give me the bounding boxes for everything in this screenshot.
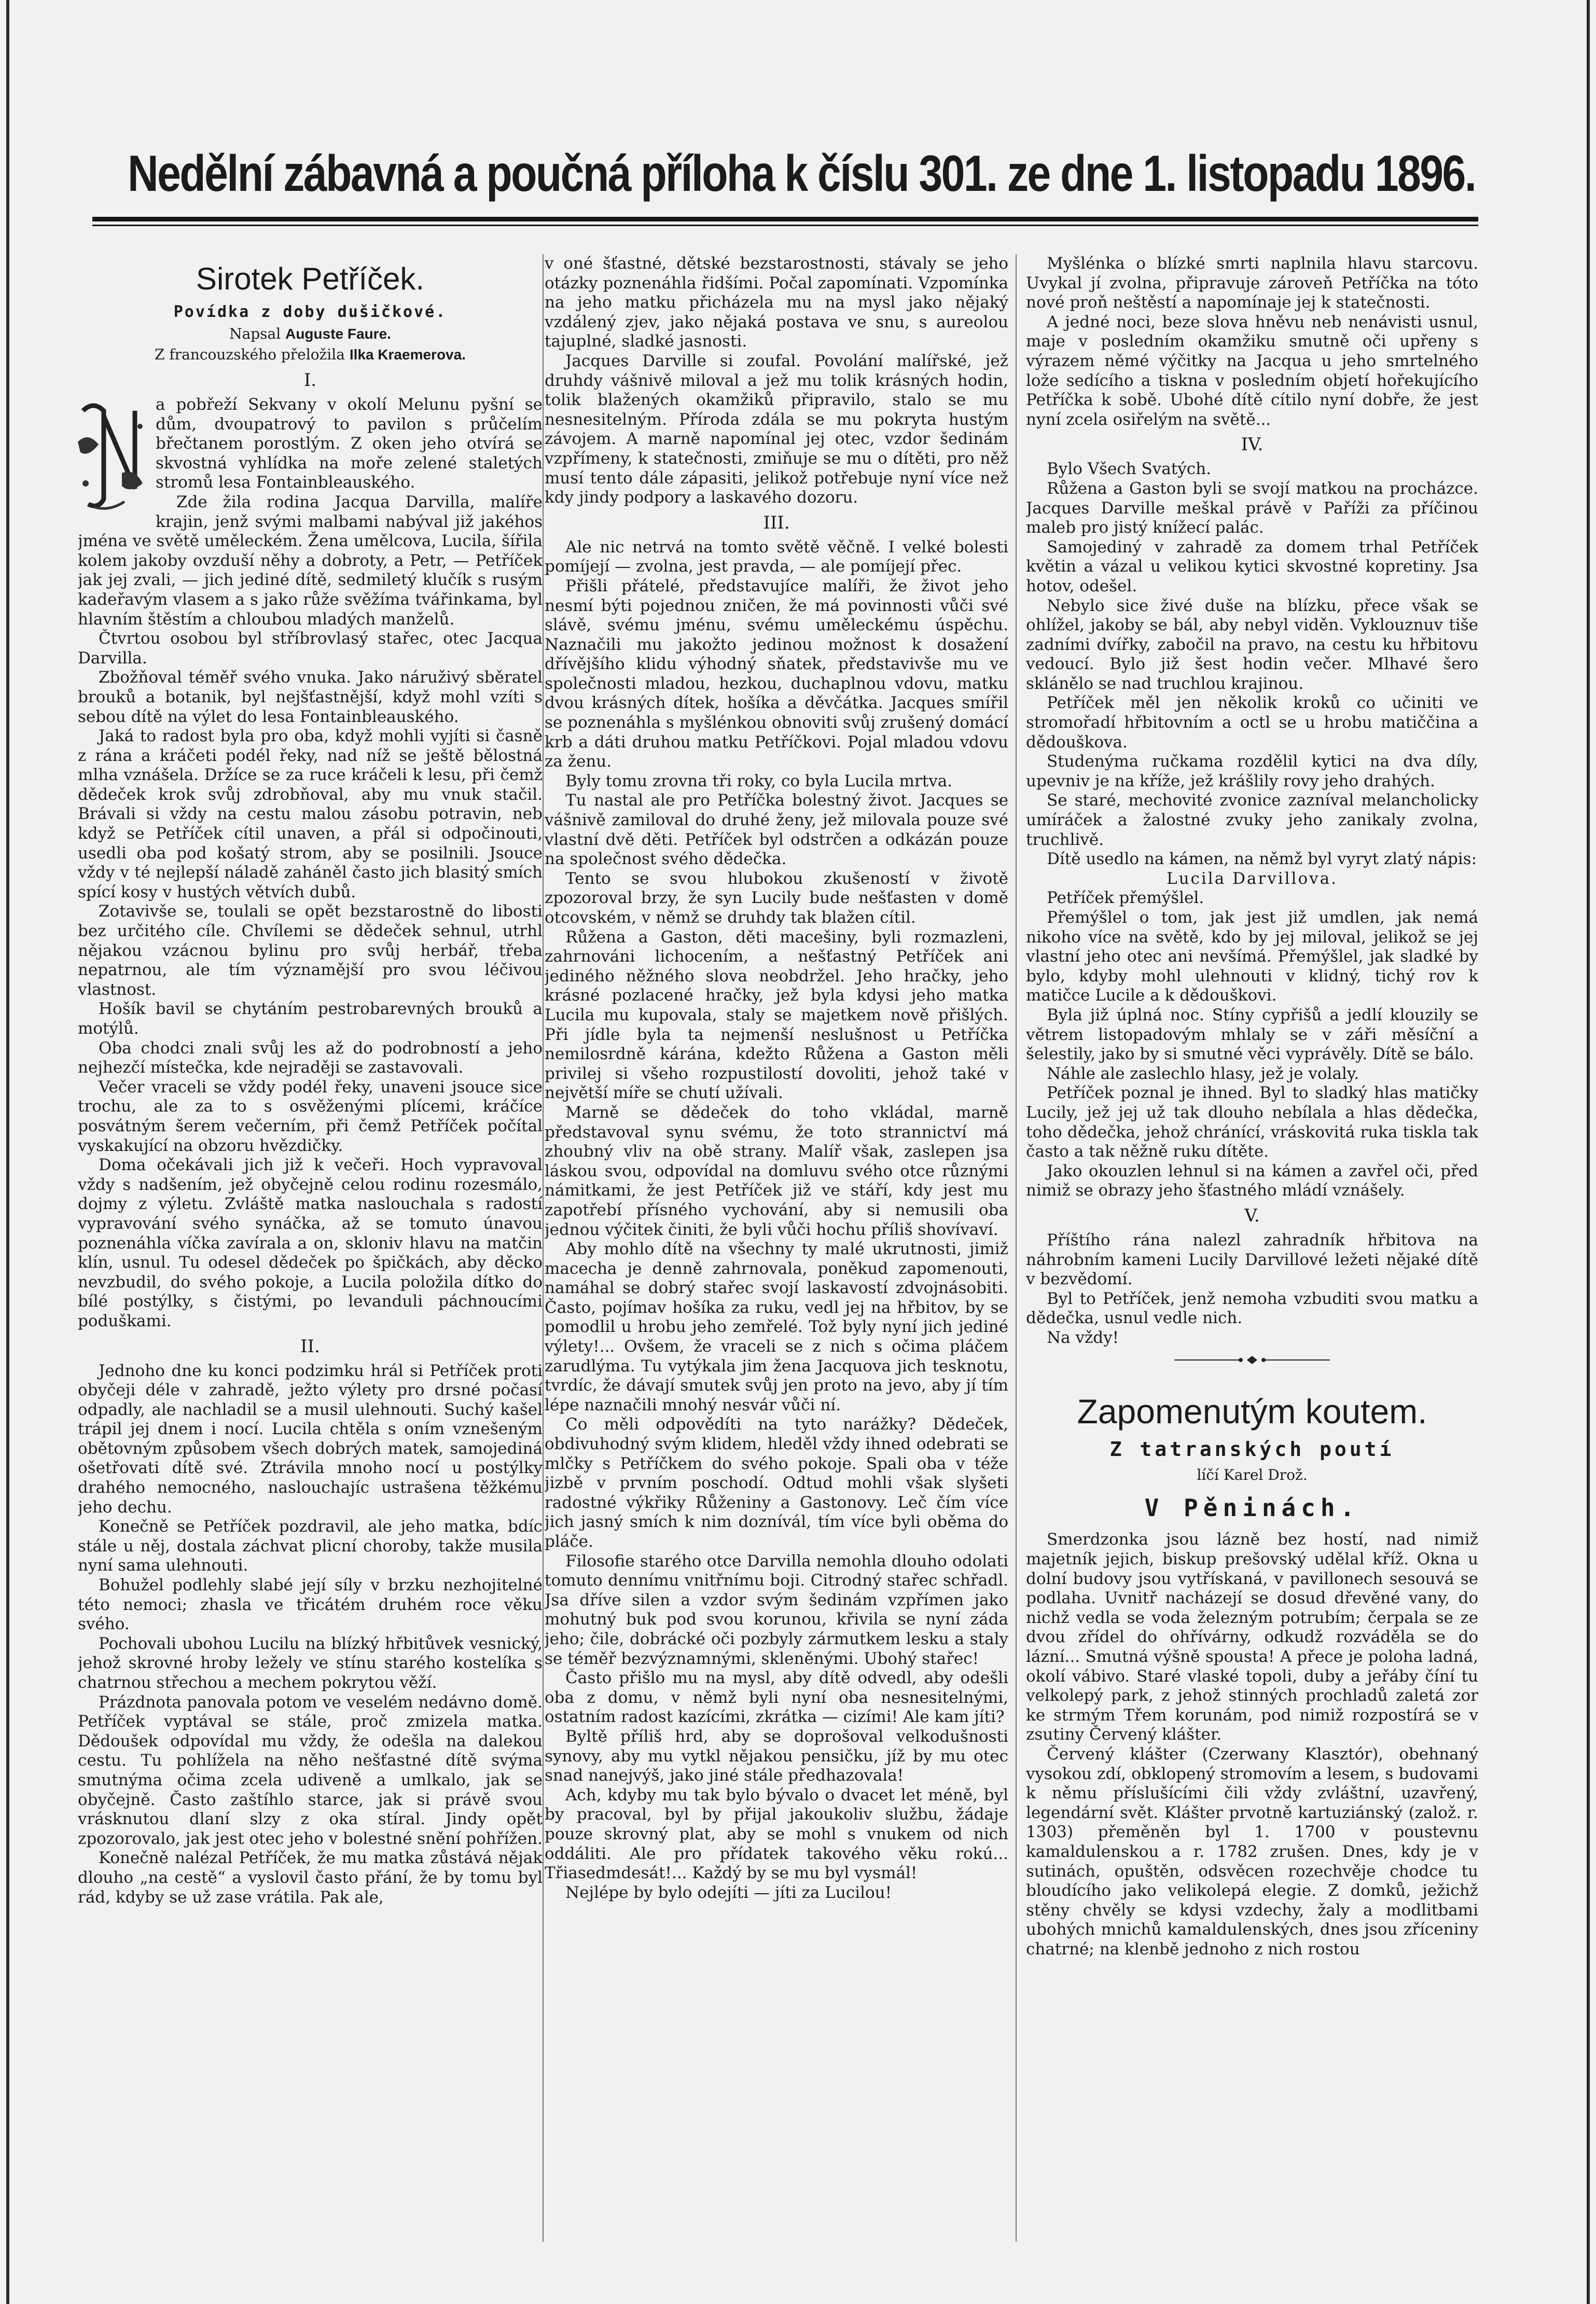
- section-heading: V Pěninách.: [1144, 1494, 1360, 1522]
- story-translator: [78, 344, 543, 365]
- paragraph: Byla již úplná noc. Stíny cypřišů a jedlí klouzily se větrem listopadovým mhlaly se v záři měsíční a šelestily, jako by si smutné věci vyprávěly. Dítě se bálo.: [1026, 1005, 1478, 1064]
- author-prefix: Napsal: [229, 325, 281, 342]
- decorative-initial-n: [78, 395, 150, 518]
- paragraph: Červený klášter (Czerwany Klasztór), obehnaný vysokou zdí, obklopený stromovím a lesem, s budovami k němu příslušícími čili vždy zvláštní, uzavřený, legendární svět. Klášter prvotně kartuziánský (založ. r. 1303) přeměněn byl 1. 1700 v poustevnu kamaldulenskou a r. 1782 zrušen. Dnes, kdy je v sutinách, opuštěn, odsvěcen rozechvěje chodce tu bloudícího jako velikolepá elegie. Z domků, ježichž stěny chvěly se kdysi vzdechy, žaly a modlitbami ubohých mnichů kamaldulenských, dnes jsou zříceniny chatrné; na klenbě jednoho z nich rostou: [1026, 1745, 1478, 1959]
- paragraph: Nebylo sice živé duše na blízku, přece však se ohlížel, jakoby se bál, aby nebyl viděn. Vyklouznuv tiše zadními dvířky, zabočil na pravo, na cestu ku hřbitovu vedoucí. Bylo již šest hodin večer. Mlhavé šero sklánělo se nad truchlou krajinou.: [1026, 596, 1478, 693]
- paragraph: Dítě usedlo na kámen, na němž byl vyryt zlatý nápis:: [1047, 850, 1477, 869]
- chapter-heading: I.: [303, 370, 317, 391]
- paragraph: Často přišlo mu na mysl, aby dítě odvedl, aby odešli oba z domu, v němž byli nyní oba nesnesitelnými, ostatním radost kazícími, zkrátka — cizími! Ale kam jíti?: [545, 1669, 1008, 1727]
- paragraph: Jednoho dne ku konci podzimku hrál si Petříček proti obyčeji déle v zahradě, ježto výlety pro drsné počasí odpadly, ale nachladil se a musil ulehnouti. Suchý kašel trápil jej dnem i nocí. Lucila chtěla s oním vznešeným obětovným způsobem všech dobrých matek, samojediná ošetřovati dítě své. Ztrávila mnoho nocí u postýlky drahého nemocného, naslouchajíc ustrašena těžkému jeho dechu.: [78, 1361, 543, 1517]
- story-subtitle: Povídka z doby dušičkové.: [173, 303, 447, 321]
- story-byline: [78, 324, 543, 344]
- chapter-heading: III.: [763, 512, 790, 533]
- masthead-rule-thick: [92, 217, 1478, 221]
- paragraph: v oné šťastné, dětské bezstarostnosti, stávaly se jeho otázky poznenáhla řidšími. Počal zapomínati. Vzpomínka na jeho matku přicházela mu na mysl jako nějaký vzdálený zjev, jako nějaká postava ve snu, s aureolou tajuplné, sladké jasnosti.: [545, 254, 1008, 351]
- paragraph: Jacques Darville si zoufal. Povolání malířské, jež druhdy vášnivě miloval a jež mu tolik krásných hodin, tolik blažených okamžiků připravilo, stalo se mu nesnesitelným. Příroda zdála se mu pokryta hustým závojem. A marně napomínal jej otec, vzdor šedinám vzpřímeny, k statečnosti, zmiňuje se mu o dítěti, pro něž musí tento dále zápasiti, jelikož potřebuje nyní více než kdy jindy podpory a laskavého dozoru.: [545, 351, 1008, 507]
- section-title: Zapomenutým koutem.: [1077, 1392, 1427, 1431]
- paragraph: Se staré, mechovité zvonice zazníval melancholicky umíráček a žalostné zvuky jeho zanikaly zvolna, truchlivě.: [1026, 791, 1478, 849]
- paragraph: Tento se svou hlubokou zkušeností v životě zpozoroval brzy, že syn Lucily bude nešťasten v domě otcovském, v němž se druhdy tak blažen cítil.: [545, 869, 1008, 927]
- paragraph: Čtvrtou osobou byl stříbrovlasý stařec, otec Jacqua Darvilla.: [78, 629, 543, 668]
- story-title: Sirotek Petříček.: [196, 261, 425, 296]
- paragraph: Růžena a Gaston, děti macešiny, byli rozmazleni, zahrnováni lichocením, a nešťastný Petříček ani jediného něžného slova neobdržel. Jeho hračky, jeho krásné pozlacené hračky, jež byla kdysi jeho matka Lucila mu kupovala, staly se majetkem nově přišlých. Při jídle byla ta nejmenší neslušnost u Petříčka nemilosrdně kárána, kdežto Růžena a Gaston měli privilej si všeho rozpustilostí dovoliti, jehož také v největší míře se chutí užívali.: [545, 927, 1008, 1103]
- grave-inscription: Lucila Darvillova.: [1166, 869, 1338, 888]
- column-divider: [1016, 254, 1017, 2242]
- paragraph: Petříček měl jen několik kroků co učiniti ve stromořadí hřbitovním a octl se u hrobu matiččina a dědouškova.: [1026, 693, 1478, 752]
- paragraph: Samojediný v zahradě za domem trhal Petříček květin a vázal u velikou kytici skvostné kopretiny. Jsa hotov, odešel.: [1026, 537, 1478, 595]
- paragraph: Bohužel podlehly slabé její síly v brzku nezhojitelné této nemoci; zhasla ve třicátém druhém roce věku svého.: [78, 1576, 543, 1634]
- paragraph: Příštího rána nalezl zahradník hřbitova na náhrobním kameni Lucily Darvillové ležeti nějaké dítě v bezvědomí.: [1026, 1230, 1478, 1289]
- paragraph: A jedné noci, beze slova hněvu neb nenávisti usnul, maje v posledním okamžiku smutně oči upřeny s výrazem němé výčitky na Jacqua u jeho smrtelného lože sedícího a tiskna v posledním objetí hořekujícího Petříčka k sobě. Ubohé dítě cítilo nyní dobře, že jest nyní zcela osiřelým na světě...: [1026, 312, 1478, 429]
- ornament-divider-icon: [1174, 1355, 1330, 1365]
- paragraph: Na vždy!: [1047, 1328, 1119, 1347]
- translator-name: Ilka Kraemerova.: [349, 346, 466, 363]
- paragraph: Prázdnota panovala potom ve veselém nedávno domě. Petříček vyptával se stále, proč zmizela matka. Dědoušek odpovídal mu vždy, že odešla na dalekou cestu. Tu pohlížela na něho nešťastné dítě svýma smutnýma očima zcela udiveně a umlkalo, jak se obyčejně. Často zaštíhlo starce, jak si právě svou vrásknutou dlaní slzy z oka stíral. Jindy opět zpozorovalo, jak jest otec jeho v bolestné snění pohřížen.: [78, 1692, 543, 1848]
- paragraph: Zde žila rodina Jacqua Darvilla, malíře krajin, jenž svými malbami nabýval již jakéhos jména ve světě uměleckém. Žena umělcova, Lucila, šířila kolem jakoby ovzduší něhy a dobroty, a Petr, — Petříček jak jej zvali, — jich jediné dítě, sedmiletý klučík s rusým kadeřavým vlasem a s jako růže svěžíma tvářinkama, byl hlavním štěstím a chloubou mladých manželů.: [78, 492, 543, 629]
- masthead: Nedělní zábavná a poučná příloha k číslu 301. ze dne 1. listopadu 1896.: [128, 145, 1476, 202]
- masthead-rule-thin: [92, 225, 1478, 226]
- paragraph: Smerdzonka jsou lázně bez hostí, nad nimiž majetník jejich, biskup prešovský udělal kříž. Okna u dolní budovy jsou vytřískaná, v pavillonech sesouvá se podlaha. Uvnitř nacházejí se dosud dřevěné vany, do nichž vedla se voda železným potrubím; čerpala se ze dvou zřídel do ohřívárny, odkudž rozváděla se do lázní... Smutná výšně spousta! A přece je poloha ladná, okolí vábivo. Staré vlaské topoli, duby a jeřáby číní tu velkolepý park, z jehož stinných prochladů zaletá zor ke strmým Třem korunám, pod nimiž rozpostírá se v zsutiny Červený klášter.: [1026, 1530, 1478, 1744]
- paragraph: Oba chodci znali svůj les až do podrobností a jeho nejhezčí místečka, kde nejraději se zastavovali.: [78, 1038, 543, 1077]
- paragraph: Ale nic netrvá na tomto světě věčně. I velké bolesti pomíjejí — zvolna, jest pravda, — ale pomíjejí přec.: [545, 537, 1008, 576]
- author-name: Auguste Faure.: [285, 326, 391, 342]
- section-author: líčí Karel Drož.: [1197, 1466, 1308, 1484]
- paragraph: Byl to Petříček, jenž nemoha vzbuditi svou matku a dědečka, usnul vedle nich.: [1026, 1289, 1478, 1328]
- translator-prefix: Z francouzského přeložila: [155, 346, 345, 363]
- paragraph: Zbožňoval téměř svého vnuka. Jako náruživý sběratel brouků a botanik, byl nejšťastnější, když mohl vzíti s sebou dítě na výlet do lesa Fontainbleauského.: [78, 668, 543, 726]
- paragraph: Petříček poznal je ihned. Byl to sladký hlas matičky Lucily, jež jej už tak dlouho nebílala a hlas dědečka, toho dědečka, jehož chránící, vráskovitá ruka tiskla tak často a tak něžně ruku dítěte.: [1026, 1084, 1478, 1161]
- column-divider: [543, 254, 544, 2242]
- paragraph: Byly tomu zrovna tři roky, co byla Lucila mrtva.: [565, 771, 953, 790]
- paragraph: Marně se dědeček do toho vkládal, marně představoval synu svému, že toto strannictví má zhoubný vliv na obě strany. Malíř však, zaslepen jsa láskou svou, odpovídal na domluvu svého otce různými námitkami, že jest Petříček již ve stáří, kdy jest mu zapotřebí přísného vychování, aby si nemusili oba jednou výčitek činiti, že byli vůči hochu příliš shovívaví.: [545, 1103, 1008, 1239]
- page-border-left: [6, 0, 9, 2304]
- chapter-heading: V.: [1244, 1205, 1260, 1226]
- column-3: [1026, 254, 1478, 2242]
- paragraph: Nejlépe by bylo odejíti — jíti za Lucilou!: [565, 1883, 892, 1902]
- paragraph: Petříček přemýšlel.: [1047, 889, 1204, 908]
- paragraph: Přišli přátelé, představujíce malíři, že život jeho nesmí býti pojednou zničen, že má povinnosti vůči své slávě, svému jménu, svému uměleckému úspěchu. Naznačili mu jakožto jedinou možnost k dosažení dřívějšího klidu výhodný sňatek, představivše mu ve společnosti mladou, hezkou, duchaplnou vdovu, matku dvou krásných dítek, hošíka a děvčátka. Jacques smířil se poznenáhla s myšlénkou obnoviti svůj zrušený domácí krb a dáti druhou matku Petříčkovi. Pojal mladou vdovu za ženu.: [545, 576, 1008, 771]
- paragraph: Ach, kdyby mu tak bylo bývalo o dvacet let méně, byl by pracoval, byl by přijal jakoukoliv službu, žádaje pouze skrovný plat, aby se mohl s vnukem od nich oddáliti. Ale pro přídatek takového věku rokú... Třiasedmdesát!... Každý by se mu byl vysmál!: [545, 1785, 1008, 1883]
- paragraph: Konečně nalézal Petříček, že mu matka zůstává nějak dlouho „na cestě“ a vyslovil často přání, že by tomu byl rád, kdyby se už zase vrátila. Pak ale,: [78, 1849, 543, 1907]
- paragraph: Hošík bavil se chytáním pestrobarevných brouků a motýlů.: [78, 1000, 543, 1038]
- paragraph: Co měli odpovědíti na tyto narážky? Dědeček, obdivuhodný svým klidem, hleděl vždy ihned odebrati se mlčky s Petříčkem do svého pokoje. Spali oba v téže jizbě v prvním poschodí. Odtud mohli však slyšeti radostné výkřiky Růženiny a Gastonovy. Leč čím více jich jasný smích k nim doznívál, tím více byli oběma do pláče.: [545, 1415, 1008, 1551]
- paragraph: Studenýma ručkama rozdělil kytici na dva díly, upevniv je na kříže, jež krášlily rovy jeho drahých.: [1026, 752, 1478, 790]
- paragraph: Večer vraceli se vždy podél řeky, unaveni jsouce sice trochu, ale za to s osvěženými plícemi, kráčíce posvátným šerem večerním, při čemž Petříček počítal vyskakující na obzoru hvězdičky.: [78, 1077, 543, 1155]
- paragraph: Zotavivše se, toulali se opět bezstarostně do libosti bez určitého cíle. Chvílemi se dědeček sehnul, utrhl nějakou vzácnou bylinu pro svůj herbář, třeba nepatrnou, ale tím významější pro svou léčivou vlastnost.: [78, 902, 543, 999]
- paragraph: Přemýšlel o tom, jak jest již umdlen, jak nemá nikoho více na světě, kdo by jej miloval, jelikož se jej vlastní jeho otec ani nevšímá. Přemýšlel, jak sladké by bylo, kdyby mohl ulehnouti v klidný, tichý rov k matičce Lucile a k dědouškovi.: [1026, 908, 1478, 1005]
- paragraph: Pochovali ubohou Lucilu na blízký hřbitůvek vesnický, jehož skrovné hroby ležely ve stínu starého kostelíka s chatrnou střechou a mechem pokrytou věží.: [78, 1634, 543, 1692]
- page-border-right: [1587, 0, 1590, 2304]
- chapter-heading: IV.: [1241, 434, 1264, 455]
- paragraph: Náhle ale zaslechlo hlasy, jež je volaly.: [1047, 1064, 1359, 1083]
- paragraph: Myšlénka o blízké smrti naplnila hlavu starcovu. Uvykal jí zvolna, připravuje zároveň Petříčka na tóto nové proň neštěstí a napomínaje jej k statečnosti.: [1026, 254, 1478, 312]
- paragraph: Byltě příliš hrd, aby se doprošoval velkodušnosti synovy, aby mu vytkl nějakou pensičku, jíž by mu otec snad nanejvýš, jako jiné stále předhazovala!: [545, 1727, 1008, 1785]
- paragraph: Filosofie starého otce Darvilla nemohla dlouho odolati tomuto dennímu vnitřnímu boji. Citrodný stařec schřadl. Jsa dříve silen a vzdor svým šedinám vzpřímen jako mohutný buk pod svou korunou, křivila se nyní záda jeho; čile, dobrácké oči pozbyly zármutkem lesku a staly se téměř bezvýznamnými, skleněnými. Ubohý stařec!: [545, 1551, 1008, 1668]
- chapter-4-opening: Bylo Všech Svatých.: [1047, 460, 1211, 479]
- paragraph: Aby mohlo dítě na všechny ty malé ukrutnosti, jimiž macecha je denně zahrnovala, poněkud zapomenouti, namáhal se dobrý stařec svojí laskavostí zdvojnásobiti. Často, pojímav hošíka za ruku, vedl jej na hřbitov, by se pomodlil u hrobu jeho zemřelé. Tož byly nyní jich jediné výlety!... Ovšem, že vraceli se z nich s očima pláčem zarudlýma. Tu vytýkala jim žena Jacquova jich tesknotu, tvrdíc, že dávají smutek svůj jen proto na jevo, aby jí tím lépe naznačili mnohý nesvár vůči ní.: [545, 1240, 1008, 1414]
- paragraph: Jako okouzlen lehnul si na kámen a zavřel oči, před nimiž se obrazy jeho šťastného mládí vznášely.: [1026, 1161, 1478, 1200]
- paragraph: Konečně se Petříček pozdravil, ale jeho matka, bdíc stále u něj, dostala záchvat plicní choroby, takže musila nyní sama ulehnouti.: [78, 1517, 543, 1575]
- chapter-1-opening: a pobřeží Sekvany v okolí Melunu pyšní se dům, dvoupatrový to pavilon s průčelím břečtanem porostlým. Z oken jeho otvírá se skvostná vyhlídka na moře zelené staletých stromů lesa Fontainbleauského.: [156, 395, 543, 492]
- section-subtitle: Z tatranských poutí: [1109, 1438, 1395, 1461]
- paragraph: Růžena a Gaston byli se svojí matkou na procházce. Jacques Darville meškal právě v Paříži za příčinou maleb pro jistý knížecí palác.: [1026, 479, 1478, 537]
- column-1: [78, 254, 543, 2242]
- column-2: [545, 254, 1008, 2242]
- paragraph: Tu nastal ale pro Petříčka bolestný život. Jacques se vášnivě zamiloval do druhé ženy, jež milovala pouze své vlastní dvě děti. Petříček byl odstrčen a odkázán pouze na společnost svého dědečka.: [545, 791, 1008, 869]
- paragraph: Doma očekávali jich již k večeři. Hoch vypravoval vždy s nadšením, jež obyčejně celou rodinu rozesmálo, dojmy z výletu. Zvláště matka naslouchala s radostí vypravování svého synáčka, až se tomuto únavou poznenáhla víčka zavírala a on, skloniv hlavu na matčin klín, usnul. Tu odesel dědeček po špičkách, aby děcko nevzbudil, do svého pokoje, a Lucila položila dítko do bílé postýlky, s čistými, po levanduli páchnoucími poduškami.: [78, 1156, 543, 1330]
- paragraph: Jaká to radost byla pro oba, když mohli vyjíti si časně z rána a kráčeti podél řeky, nad níž se ještě bělostná mlha vznášela. Držíce se za ruce kráčeli k lesu, při čemž dědeček krok svůj zdrobňoval, aby mu vnuk stačil. Brávali si vždy na cestu malou zásobu potravin, neb když se Petříček cítil unaven, a přál si odpočinouti, usedli oba pod košatý strom, aby se posilnili. Jsouce vždy v té nejlepší náladě zaháněl často jich blasitý smích spící kosy v hustých větvích dubů.: [78, 727, 543, 901]
- chapter-heading: II.: [300, 1336, 320, 1357]
